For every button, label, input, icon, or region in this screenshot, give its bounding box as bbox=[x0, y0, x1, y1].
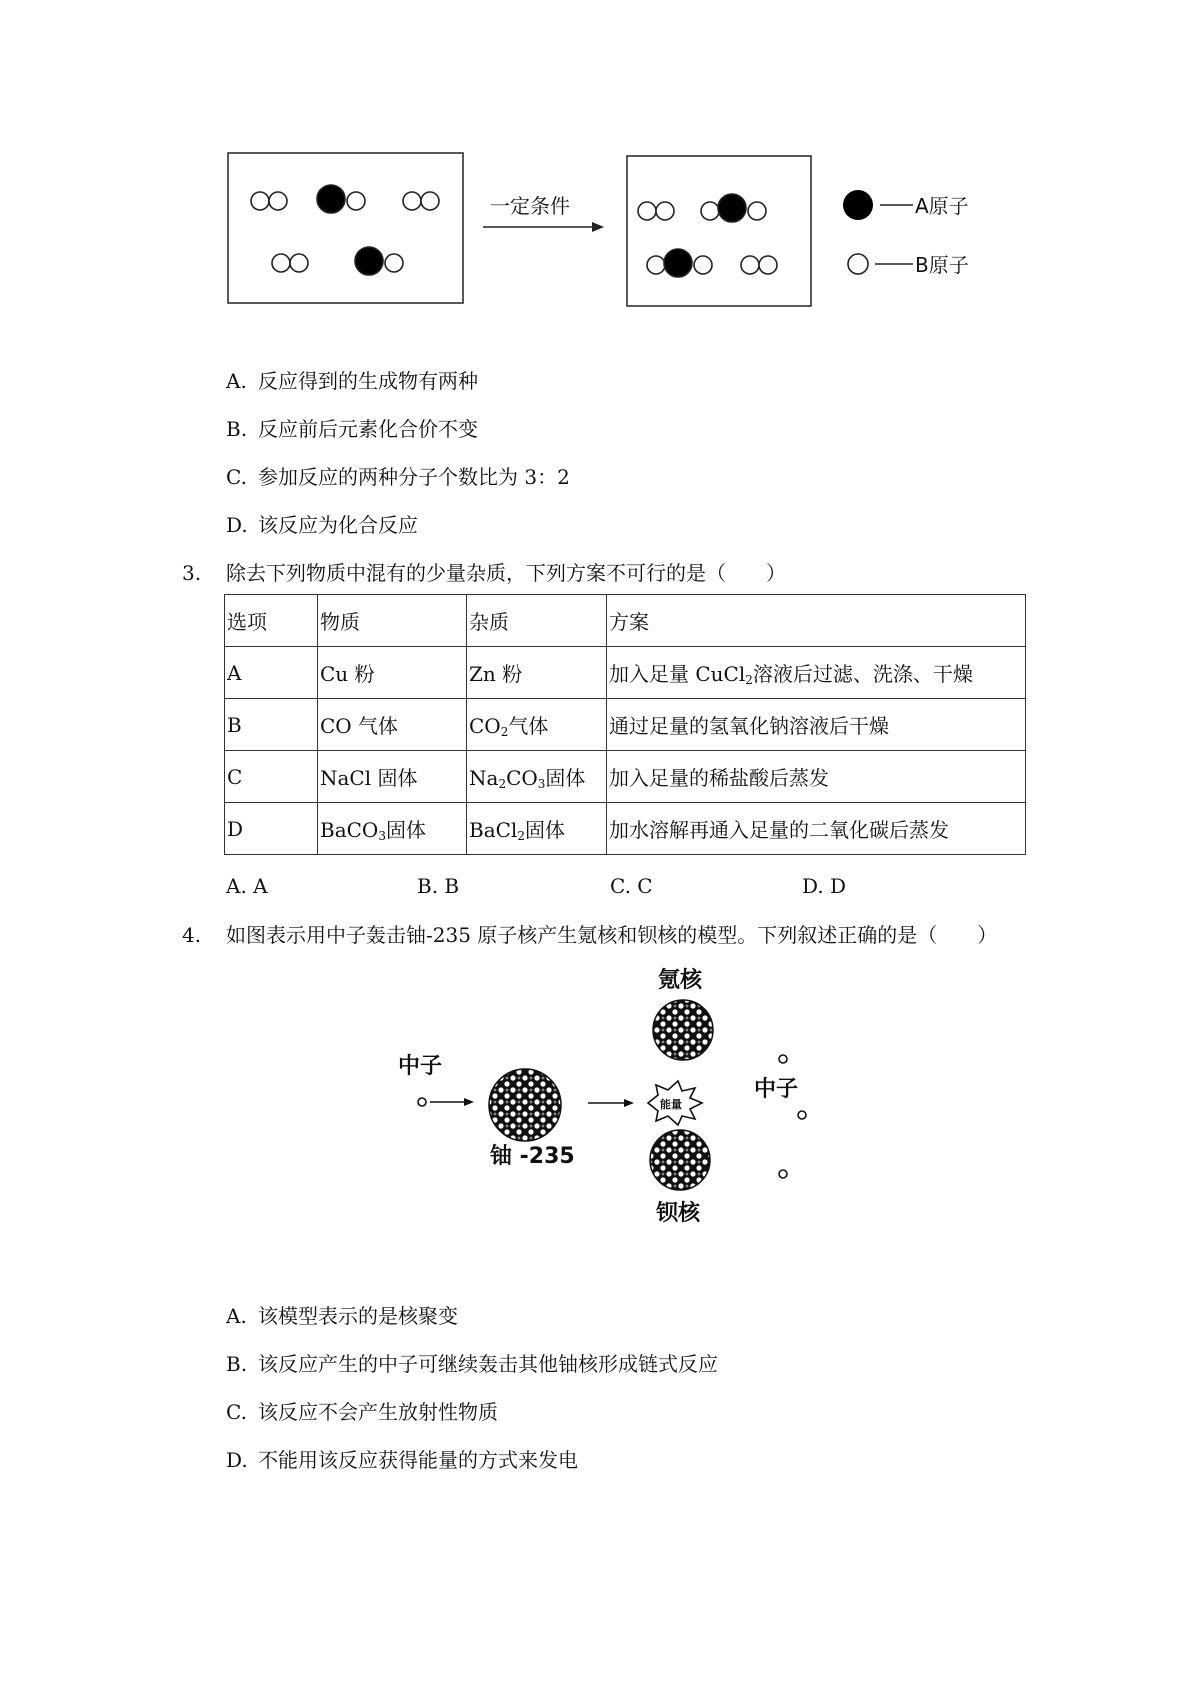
cell-substance: CO 气体 bbox=[318, 699, 467, 751]
barium-label: 钡核 bbox=[656, 1201, 701, 1226]
q2-option-c bbox=[226, 464, 570, 490]
option-letter: C. bbox=[226, 465, 247, 489]
option-text: 参加反应的两种分子个数比为 3：2 bbox=[258, 465, 570, 489]
option-letter: D. bbox=[226, 1448, 248, 1472]
q2-option-d bbox=[226, 512, 418, 538]
neutron-icon bbox=[798, 1111, 806, 1119]
cell-substance: Cu 粉 bbox=[318, 647, 467, 699]
option-letter: B. bbox=[226, 417, 248, 441]
choice-a: A. A bbox=[226, 874, 268, 898]
header-plan: 方案 bbox=[607, 595, 1026, 647]
q4-number: 4. bbox=[182, 923, 202, 947]
header-impurity: 杂质 bbox=[467, 595, 607, 647]
cell-option: B bbox=[225, 699, 318, 751]
neutron-in-label: 中子 bbox=[398, 1054, 443, 1079]
energy-label: 能量 bbox=[660, 1098, 682, 1111]
option-text: 该模型表示的是核聚变 bbox=[258, 1304, 458, 1328]
q4-option-d bbox=[226, 1447, 578, 1473]
cell-substance: BaCO$_3$固体 bbox=[318, 803, 467, 855]
q3-table bbox=[224, 594, 1026, 855]
arrow-label: 一定条件 bbox=[490, 194, 570, 218]
cell-plan: 加入足量 CuCl$_2$溶液后过滤、洗涤、干燥 bbox=[607, 647, 1026, 699]
neutron-icon bbox=[418, 1098, 426, 1106]
option-letter: C. bbox=[226, 1400, 247, 1424]
legend-b-label: B原子 bbox=[915, 253, 969, 277]
option-text: 该反应为化合反应 bbox=[258, 513, 418, 537]
q4-option-c bbox=[226, 1399, 498, 1425]
reaction-diagram bbox=[220, 145, 1000, 310]
option-text: 反应得到的生成物有两种 bbox=[258, 369, 478, 393]
q4-stem: 如图表示用中子轰击铀-235 原子核产生氪核和钡核的模型。下列叙述正确的是（ ） bbox=[226, 923, 998, 947]
krypton-nucleus-icon bbox=[653, 1000, 713, 1060]
table-row bbox=[225, 751, 1026, 803]
neutron-out-label: 中子 bbox=[754, 1077, 799, 1102]
header-substance: 物质 bbox=[318, 595, 467, 647]
reactants-box bbox=[228, 153, 463, 303]
neutron-icon bbox=[779, 1170, 787, 1178]
option-text: 该反应产生的中子可继续轰击其他铀核形成链式反应 bbox=[258, 1352, 718, 1376]
cell-impurity: $Na_2CO_3$固体 bbox=[467, 751, 607, 803]
barium-nucleus-icon bbox=[650, 1130, 710, 1190]
option-text: 反应前后元素化合价不变 bbox=[258, 417, 478, 441]
cell-impurity: Zn 粉 bbox=[467, 647, 607, 699]
cell-impurity: $CO_2$气体 bbox=[467, 699, 607, 751]
cell-option: C bbox=[225, 751, 318, 803]
choice-c: C. C bbox=[610, 874, 653, 898]
krypton-label: 氪核 bbox=[658, 968, 703, 993]
option-letter: B. bbox=[226, 1352, 248, 1376]
cell-option: D bbox=[225, 803, 318, 855]
cell-plan: 加水溶解再通入足量的二氧化碳后蒸发 bbox=[607, 803, 1026, 855]
option-letter: D. bbox=[226, 513, 248, 537]
option-letter: A. bbox=[226, 1304, 247, 1328]
atom-b-legend-icon bbox=[848, 254, 868, 274]
q4-option-b bbox=[226, 1351, 718, 1377]
choice-d: D. D bbox=[802, 874, 847, 898]
q2-option-b bbox=[226, 416, 478, 442]
cell-substance: NaCl 固体 bbox=[318, 751, 467, 803]
cell-plan: 通过足量的氢氧化钠溶液后干燥 bbox=[607, 699, 1026, 751]
table-row bbox=[225, 803, 1026, 855]
table-row bbox=[225, 647, 1026, 699]
q4-option-a bbox=[226, 1303, 458, 1329]
choice-b: B. B bbox=[417, 874, 460, 898]
option-text: 该反应不会产生放射性物质 bbox=[258, 1400, 498, 1424]
q3-number: 3. bbox=[182, 561, 202, 585]
table-header-row bbox=[225, 595, 1026, 647]
atom-a-legend-icon bbox=[843, 190, 873, 220]
legend-a-label: A原子 bbox=[915, 194, 969, 218]
products-box bbox=[627, 156, 811, 306]
option-letter: A. bbox=[226, 369, 247, 393]
uranium-nucleus-icon bbox=[489, 1069, 561, 1141]
cell-impurity: BaCl$_2$固体 bbox=[467, 803, 607, 855]
uranium-label: 铀 -235 bbox=[490, 1144, 575, 1169]
neutron-icon bbox=[779, 1055, 787, 1063]
cell-option: A bbox=[225, 647, 318, 699]
cell-plan: 加入足量的稀盐酸后蒸发 bbox=[607, 751, 1026, 803]
header-option: 选项 bbox=[225, 595, 318, 647]
option-text: 不能用该反应获得能量的方式来发电 bbox=[258, 1448, 578, 1472]
q2-option-a bbox=[226, 368, 478, 394]
fission-diagram bbox=[390, 955, 830, 1240]
q3-stem: 除去下列物质中混有的少量杂质，下列方案不可行的是（ ） bbox=[226, 561, 786, 585]
table-row bbox=[225, 699, 1026, 751]
